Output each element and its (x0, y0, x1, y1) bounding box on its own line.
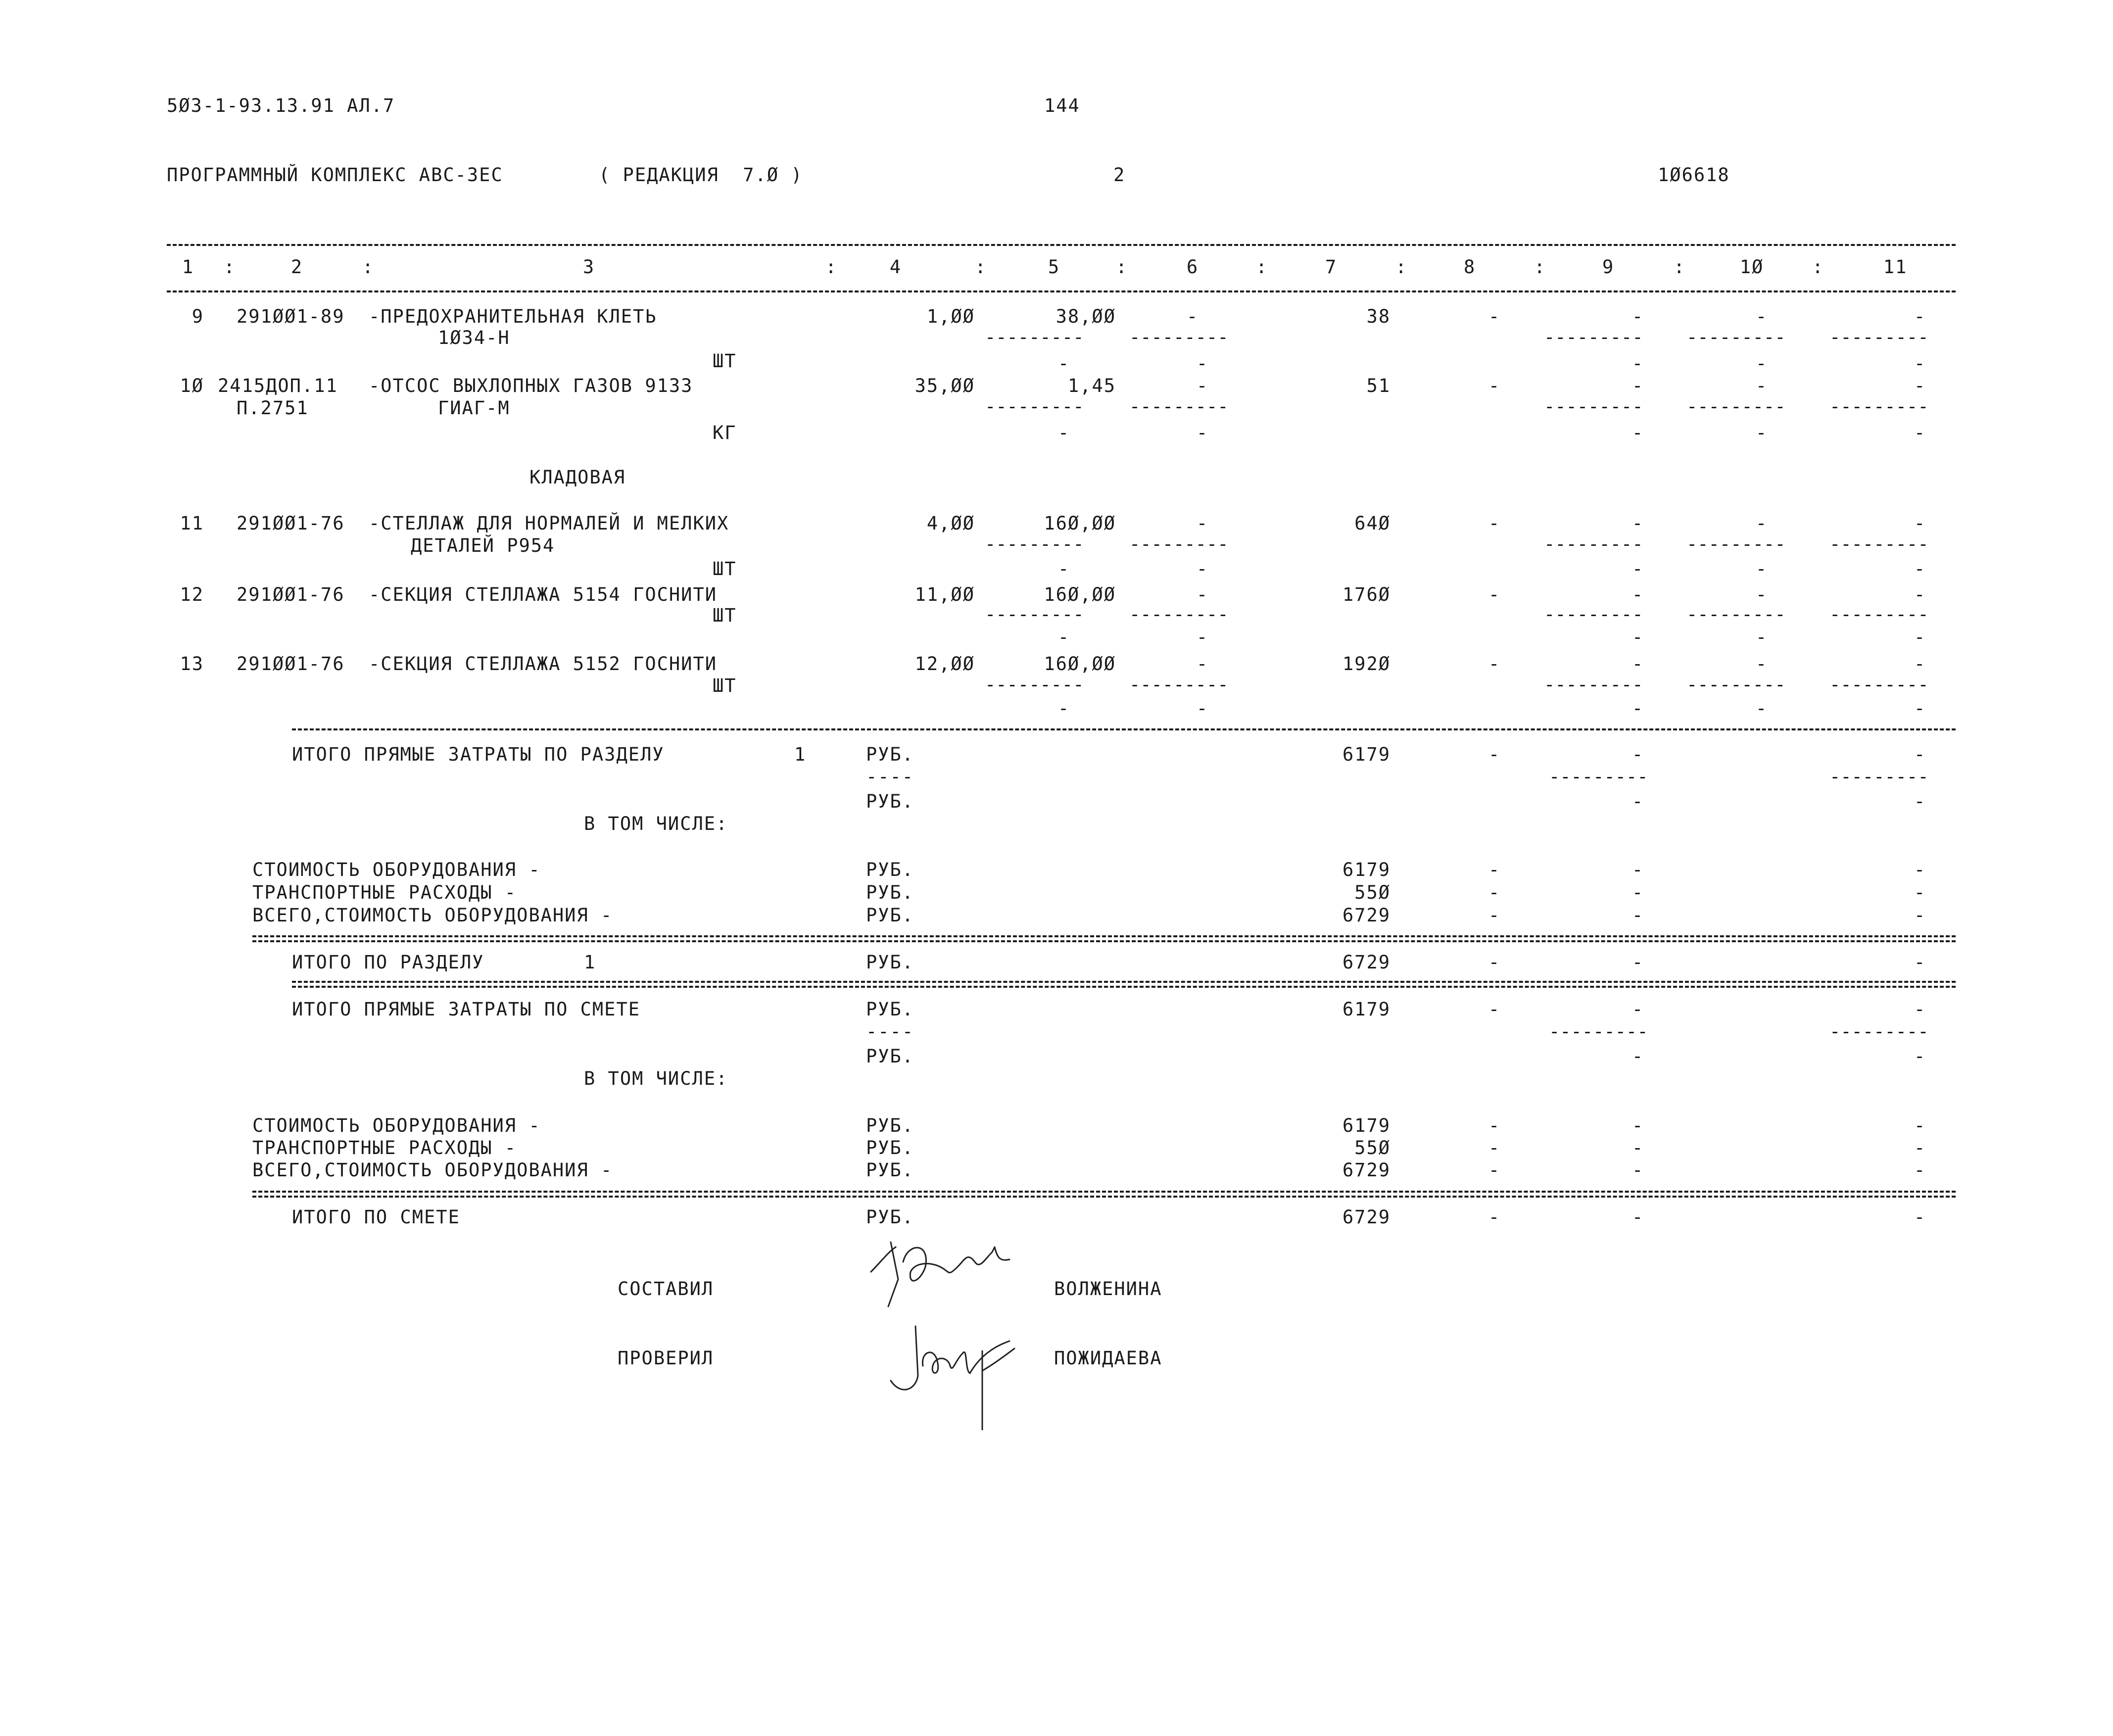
table-top-rule (167, 244, 1956, 246)
program-name: ПРОГРАММНЫЙ КОМПЛЕКС АВС-3ЕС (167, 164, 503, 186)
checker-name: ПОЖИДАЕВА (1054, 1348, 1162, 1369)
section-rule (252, 935, 1956, 937)
col-header-4: 4 (889, 256, 902, 278)
subsection-title: КЛАДОВАЯ (529, 467, 626, 488)
signature-compiler (861, 1232, 1039, 1311)
col-header-10: 1Ø (1739, 256, 1764, 278)
col-header-8: 8 (1463, 256, 1476, 278)
including-label: В ТОМ ЧИСЛЕ: (584, 1068, 728, 1089)
section-rule (292, 728, 1956, 730)
col-header-9: 9 (1602, 256, 1615, 278)
col-header-3: 3 (582, 256, 595, 278)
signature-checker (881, 1316, 1049, 1430)
estimate-rule (252, 1191, 1956, 1193)
program-edition: ( РЕДАКЦИЯ 7.Ø ) (599, 164, 803, 186)
document-code: 5Ø3-1-93.13.91 АЛ.7 (167, 95, 395, 116)
col-header-1: 1 (182, 256, 194, 278)
estimate-number: 1Ø6618 (1658, 164, 1730, 186)
col-header-7: 7 (1325, 256, 1338, 278)
estimate-rule (252, 1196, 1956, 1198)
col-header-5: 5 (1048, 256, 1060, 278)
section-rule (252, 940, 1956, 942)
including-label: В ТОМ ЧИСЛЕ: (584, 813, 728, 834)
col-header-2: 2 (290, 256, 303, 278)
section-rule (292, 981, 1956, 983)
page-number: 144 (1044, 95, 1080, 116)
compiler-name: ВОЛЖЕНИНА (1054, 1278, 1162, 1300)
section-rule (292, 986, 1956, 988)
section-number: 2 (1113, 164, 1126, 186)
col-header-6: 6 (1186, 256, 1199, 278)
table-header-rule (167, 290, 1956, 292)
col-header-11: 11 (1883, 256, 1908, 278)
compiled-by-label: СОСТАВИЛ (618, 1278, 714, 1300)
checked-by-label: ПРОВЕРИЛ (618, 1348, 714, 1369)
